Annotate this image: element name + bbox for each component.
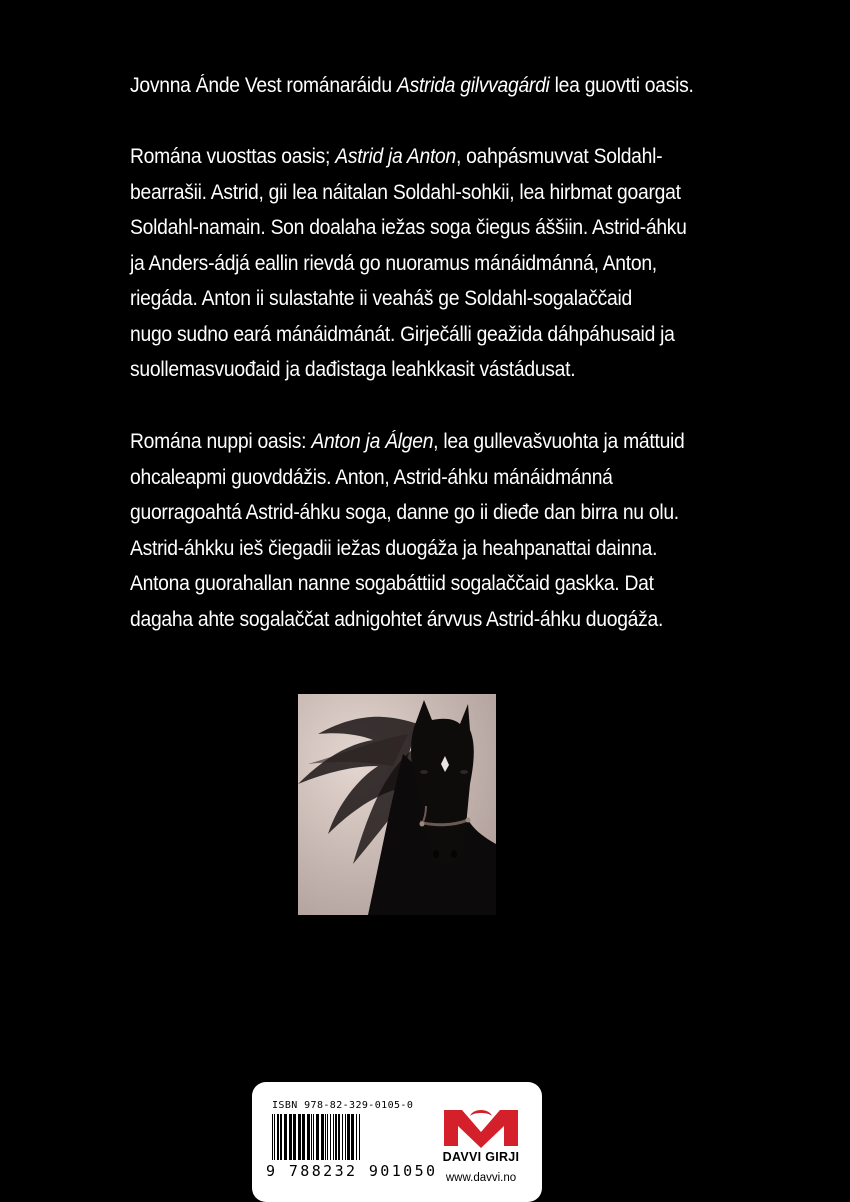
barcode — [270, 1114, 420, 1162]
isbn-number: ISBN 978-82-329-0105-0 — [272, 1100, 414, 1111]
barcode-bar — [284, 1114, 287, 1160]
barcode-bar — [274, 1114, 275, 1160]
barcode-panel — [252, 1082, 542, 1202]
part-two-line — [130, 424, 685, 460]
intro-line — [130, 68, 694, 104]
barcode-bar — [313, 1114, 314, 1160]
part-one-lead-end: , oahpásmuvvat Soldahl- — [455, 145, 663, 168]
barcode-bar — [311, 1114, 312, 1160]
part-two-line: ohcaleapmi guovddážis. Anton, Astrid-áhku mánáidmánná — [130, 465, 613, 489]
part-one-paragraph — [130, 139, 687, 388]
barcode-bar — [347, 1114, 350, 1160]
intro-text: Jovnna Ánde Vest románaráidu — [130, 74, 397, 97]
barcode-bar — [356, 1114, 357, 1160]
barcode-digits: 9 788232 901050 — [266, 1162, 438, 1180]
barcode-bar — [302, 1114, 305, 1160]
part-one-line: Soldahl-namain. Son doalaha iežas soga čiegus áššiin. Astrid-áhku — [130, 216, 687, 239]
part-two-line: Antona guorahallan nanne sogabáttiid sogalaččaid gaskka. Dat — [130, 572, 654, 595]
barcode-bar — [345, 1114, 346, 1160]
part-one-line — [130, 139, 682, 175]
barcode-bar — [272, 1114, 273, 1160]
barcode-bar — [307, 1114, 310, 1160]
part-one-line: riegáda. Anton ii sulastahte ii veaháš ge Soldahl-sogalaččaid — [130, 287, 632, 310]
barcode-bar — [316, 1114, 319, 1160]
part-one-line: bearrašii. Astrid, gii lea náitalan Soldahl-sohkii, lea hirbmat goargat — [130, 180, 681, 204]
part-two-line: guorragoahtá Astrid-áhku soga, danne go ii dieđe dan birra nu olu. — [130, 501, 679, 524]
barcode-bar — [359, 1114, 360, 1160]
horse-photo — [298, 694, 496, 915]
barcode-bar — [298, 1114, 301, 1160]
barcode-bar — [280, 1114, 282, 1160]
part-two-line: Astrid-áhkku ieš čiegadii iežas duogáža ja heahpanattai dainna. — [130, 536, 658, 560]
barcode-bar — [342, 1114, 343, 1160]
part-one-lead: Romána vuosttas oasis; — [130, 145, 336, 168]
davvi-girji-logo-icon — [440, 1104, 522, 1148]
part-one-title: Astrid ja Anton — [335, 145, 456, 168]
barcode-bar — [335, 1114, 337, 1160]
barcode-bar — [293, 1114, 296, 1160]
intro-paragraph — [130, 68, 694, 104]
part-two-line: dagaha ahte sogalaččat adnigohtet árvvus Astrid-áhku duogáža. — [130, 607, 664, 631]
barcode-bar — [338, 1114, 340, 1160]
part-one-line: ja Anders-ádjá eallin rievdá go nuoramus mánáidmánná, Anton, — [130, 251, 657, 275]
barcode-bar — [327, 1114, 328, 1160]
part-two-lead: Romána nuppi oasis: — [130, 430, 312, 453]
part-two-title: Anton ja Álgen — [311, 430, 434, 453]
part-two-paragraph — [130, 424, 685, 637]
intro-text-end: lea guovtti oasis. — [549, 74, 694, 97]
barcode-bar — [321, 1114, 324, 1160]
barcode-bar — [289, 1114, 292, 1160]
part-one-line: nugo sudno eará mánáidmánát. Girječálli geažida dáhpáhusaid ja — [130, 322, 675, 346]
barcode-bar — [330, 1114, 331, 1160]
part-two-lead-end: , lea gullevašvuohta ja máttuid — [433, 430, 685, 453]
publisher-name: DAVVI GIRJI — [442, 1150, 520, 1164]
barcode-bar — [333, 1114, 334, 1160]
series-title: Astrida gilvvagárdi — [396, 74, 550, 97]
publisher-website[interactable]: www.davvi.no — [445, 1172, 517, 1184]
black-horse-illustration — [298, 694, 496, 915]
part-one-line: suollemasvuođaid ja dađistaga leahkkasit vástádusat. — [130, 358, 576, 381]
barcode-bar — [277, 1114, 279, 1160]
barcode-bar — [325, 1114, 326, 1160]
barcode-bar — [351, 1114, 354, 1160]
